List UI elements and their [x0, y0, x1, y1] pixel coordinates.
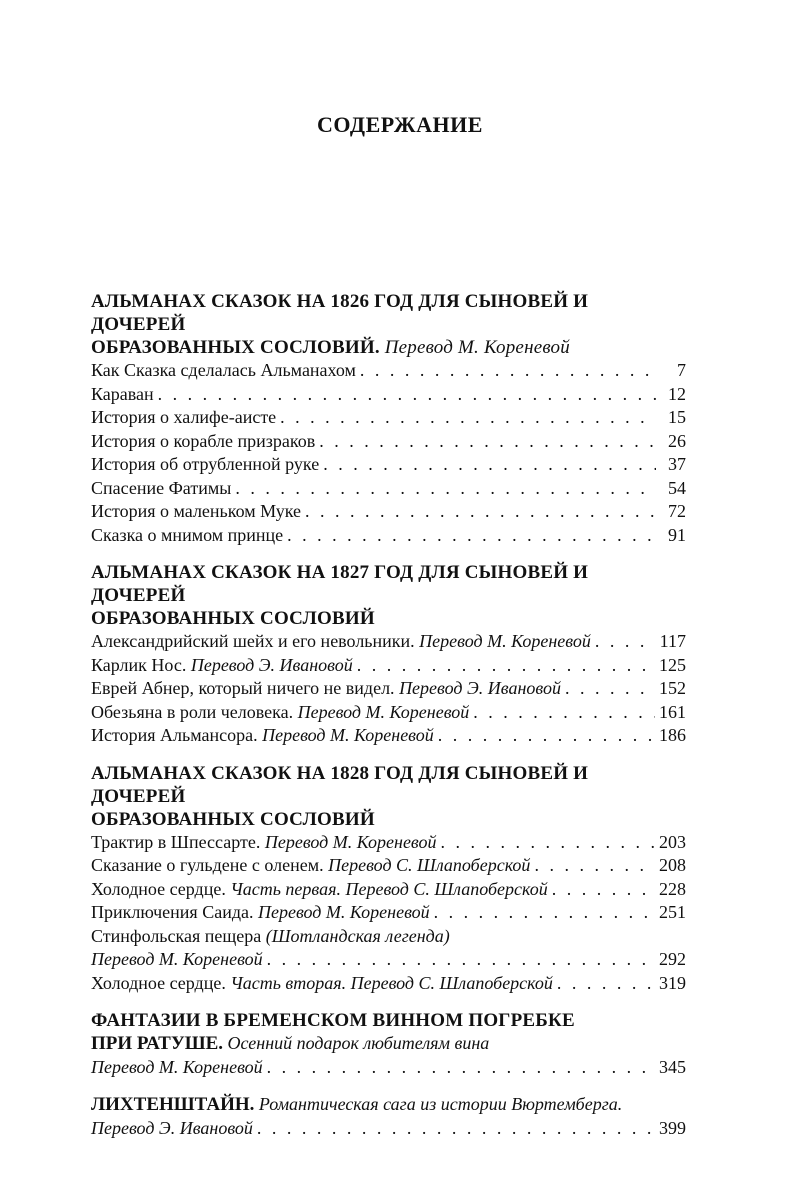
entry-translator: Перевод М. Кореневой [419, 631, 591, 651]
section-heading-line [91, 1093, 686, 1117]
entry-title-text: Приключения Саида. [91, 902, 254, 922]
entry-page: 228 [659, 878, 686, 899]
entry-translator: Часть вторая. Перевод С. Шлапоберской [230, 972, 553, 993]
entry-page: 37 [668, 454, 686, 474]
entry-title [91, 1056, 263, 1080]
leader-dots [357, 654, 655, 678]
section-heading-text: ЛИХТЕНШТАЙН. [91, 1094, 255, 1115]
entry-page: 125 [659, 654, 686, 675]
section-heading-line [91, 336, 686, 359]
entry-translator: Перевод М. Кореневой [91, 949, 263, 969]
entry-title: История о маленьком Муке [91, 501, 301, 521]
leader-dots [305, 500, 656, 524]
entry-page: 319 [659, 972, 686, 993]
entry-title [91, 948, 263, 972]
section-heading [91, 762, 686, 831]
toc-section-1828 [91, 762, 686, 996]
entry-title [91, 701, 469, 725]
entry-title-text: Александрийский шейх и его невольники. [91, 631, 415, 651]
section-heading-line: АЛЬМАНАХ СКАЗОК НА 1826 ГОД ДЛЯ СЫНОВЕЙ И ДОЧЕРЕЙ [91, 291, 589, 335]
leader-dots [595, 630, 656, 654]
entry-title [91, 901, 430, 925]
toc-entry[interactable] [91, 901, 686, 925]
entry-title [91, 1117, 253, 1141]
section-heading-line: ФАНТАЗИИ В БРЕМЕНСКОМ ВИННОМ ПОГРЕБКЕ [91, 1010, 575, 1031]
table-of-contents [91, 290, 686, 1154]
leader-dots [267, 1056, 655, 1080]
entry-title: Караван [91, 383, 154, 404]
leader-dots [565, 677, 655, 701]
entry-translator: Перевод Э. Ивановой [399, 678, 561, 698]
page-title: СОДЕРЖАНИЕ [317, 112, 483, 137]
entry-title [91, 878, 548, 902]
section-heading-line [91, 1032, 686, 1056]
toc-entry[interactable] [91, 524, 686, 548]
entry-page: 72 [668, 501, 686, 521]
entry-translator: Перевод С. Шлапоберской [328, 855, 531, 875]
entry-page: 152 [659, 678, 686, 698]
entry-translator: Часть первая. Перевод С. Шлапоберской [230, 878, 548, 899]
entry-page: 117 [659, 631, 686, 651]
entry-title-text: Карлик Нос. [91, 654, 187, 675]
section-translator: Перевод М. Кореневой [384, 337, 570, 358]
entry-translator: Перевод М. Кореневой [262, 725, 434, 745]
toc-section-1826 [91, 290, 686, 547]
entry-page: 161 [659, 701, 686, 722]
entry-title: История об отрубленной руке [91, 454, 320, 474]
leader-dots [534, 854, 655, 878]
toc-section-lichtenstein [91, 1093, 686, 1140]
section-heading-text: ПРИ РАТУШЕ. [91, 1033, 224, 1054]
toc-section-1827 [91, 561, 686, 748]
toc-entry[interactable] [91, 406, 686, 430]
entry-translator: Перевод Э. Ивановой [91, 1117, 253, 1138]
toc-entry[interactable] [91, 878, 686, 902]
entry-translator: Перевод М. Кореневой [264, 831, 437, 852]
section-heading-line: ОБРАЗОВАННЫХ СОСЛОВИЙ [91, 608, 375, 629]
entry-page: 203 [659, 831, 686, 852]
entry-title: Сказка о мнимом принце [91, 524, 284, 545]
toc-entry[interactable] [91, 831, 686, 855]
entry-title-text: Холодное сердце. [91, 972, 226, 993]
toc-entry[interactable] [91, 477, 686, 501]
entry-title: История о корабле призраков [91, 430, 316, 451]
section-subtitle: Романтическая сага из истории Вюртемберга. [258, 1094, 623, 1114]
toc-entry[interactable] [91, 724, 686, 748]
entry-page: 399 [659, 1117, 686, 1138]
entry-title [91, 677, 561, 701]
section-heading [91, 561, 686, 630]
toc-entry[interactable] [91, 677, 686, 701]
entry-title: Спасение Фатимы [91, 477, 232, 498]
entry-title: История о халифе-аисте [91, 407, 277, 427]
entry-title-text: Стинфольская пещера [91, 925, 262, 946]
toc-entry[interactable] [91, 854, 686, 878]
section-heading-text: ОБРАЗОВАННЫХ СОСЛОВИЙ [91, 337, 375, 358]
entry-translator: Перевод М. Кореневой [91, 1056, 263, 1077]
entry-page: 91 [668, 524, 686, 545]
entry-page: 15 [668, 407, 686, 427]
entry-title: Как Сказка сделалась Альманахом [91, 360, 356, 380]
leader-dots [158, 383, 656, 407]
heading-separator: . [374, 337, 385, 358]
entry-title [91, 831, 437, 855]
toc-entry[interactable] [91, 383, 686, 407]
toc-entry[interactable] [91, 630, 686, 654]
toc-entry[interactable] [91, 1056, 686, 1080]
leader-dots [319, 430, 656, 454]
toc-entry[interactable] [91, 972, 686, 996]
entry-title-text: Обезьяна в роли человека. [91, 701, 294, 722]
entry-page: 186 [659, 725, 686, 745]
leader-dots [441, 831, 655, 855]
entry-translator: Перевод М. Кореневой [257, 902, 430, 922]
toc-entry[interactable] [91, 948, 686, 972]
leader-dots [287, 524, 656, 548]
toc-entry[interactable] [91, 654, 686, 678]
toc-entry[interactable] [91, 1117, 686, 1141]
toc-entry[interactable] [91, 701, 686, 725]
leader-dots [473, 701, 655, 725]
toc-entry[interactable] [91, 430, 686, 454]
entry-page: 54 [668, 477, 686, 498]
leader-dots [360, 359, 656, 383]
entry-page: 251 [659, 902, 686, 922]
section-heading [91, 1009, 686, 1032]
entry-translator: Перевод М. Кореневой [297, 701, 470, 722]
entry-title-text: Трактир в Шпессарте. [91, 831, 261, 852]
entry-title [91, 724, 434, 748]
leader-dots [235, 477, 656, 501]
section-subtitle: Осенний подарок любителям вина [227, 1033, 490, 1053]
entry-page: 26 [668, 430, 686, 451]
entry-page: 345 [659, 1056, 686, 1077]
section-heading [91, 290, 686, 359]
entry-title-text: Сказание о гульдене с оленем. [91, 855, 324, 875]
leader-dots [257, 1117, 655, 1141]
entry-title-text: Еврей Абнер, который ничего не видел. [91, 678, 395, 698]
entry-subtitle: (Шотландская легенда) [265, 925, 450, 946]
leader-dots [267, 948, 655, 972]
toc-entry-title-line[interactable] [91, 925, 686, 949]
section-heading-line: АЛЬМАНАХ СКАЗОК НА 1828 ГОД ДЛЯ СЫНОВЕЙ И ДОЧЕРЕЙ [91, 762, 589, 807]
leader-dots [438, 724, 655, 748]
entry-page: 7 [677, 360, 686, 380]
leader-dots [434, 901, 655, 925]
toc-entry[interactable] [91, 359, 686, 383]
toc-section-fantasies [91, 1009, 686, 1079]
section-heading-line: АЛЬМАНАХ СКАЗОК НА 1827 ГОД ДЛЯ СЫНОВЕЙ И ДОЧЕРЕЙ [91, 562, 589, 606]
entry-title [91, 972, 553, 996]
entry-title-text: Холодное сердце. [91, 878, 226, 899]
toc-entry[interactable] [91, 453, 686, 477]
entry-page: 292 [659, 949, 686, 969]
leader-dots [280, 406, 656, 430]
entry-title-text: История Альмансора. [91, 725, 258, 745]
entry-title [91, 854, 530, 878]
entry-title [91, 654, 353, 678]
entry-page: 12 [668, 383, 686, 404]
leader-dots [552, 878, 655, 902]
entry-page: 208 [659, 855, 686, 875]
toc-entry[interactable] [91, 500, 686, 524]
entry-translator: Перевод Э. Ивановой [190, 654, 353, 675]
leader-dots [323, 453, 656, 477]
entry-title [91, 630, 591, 654]
section-heading-line: ОБРАЗОВАННЫХ СОСЛОВИЙ [91, 808, 375, 830]
leader-dots [557, 972, 655, 996]
